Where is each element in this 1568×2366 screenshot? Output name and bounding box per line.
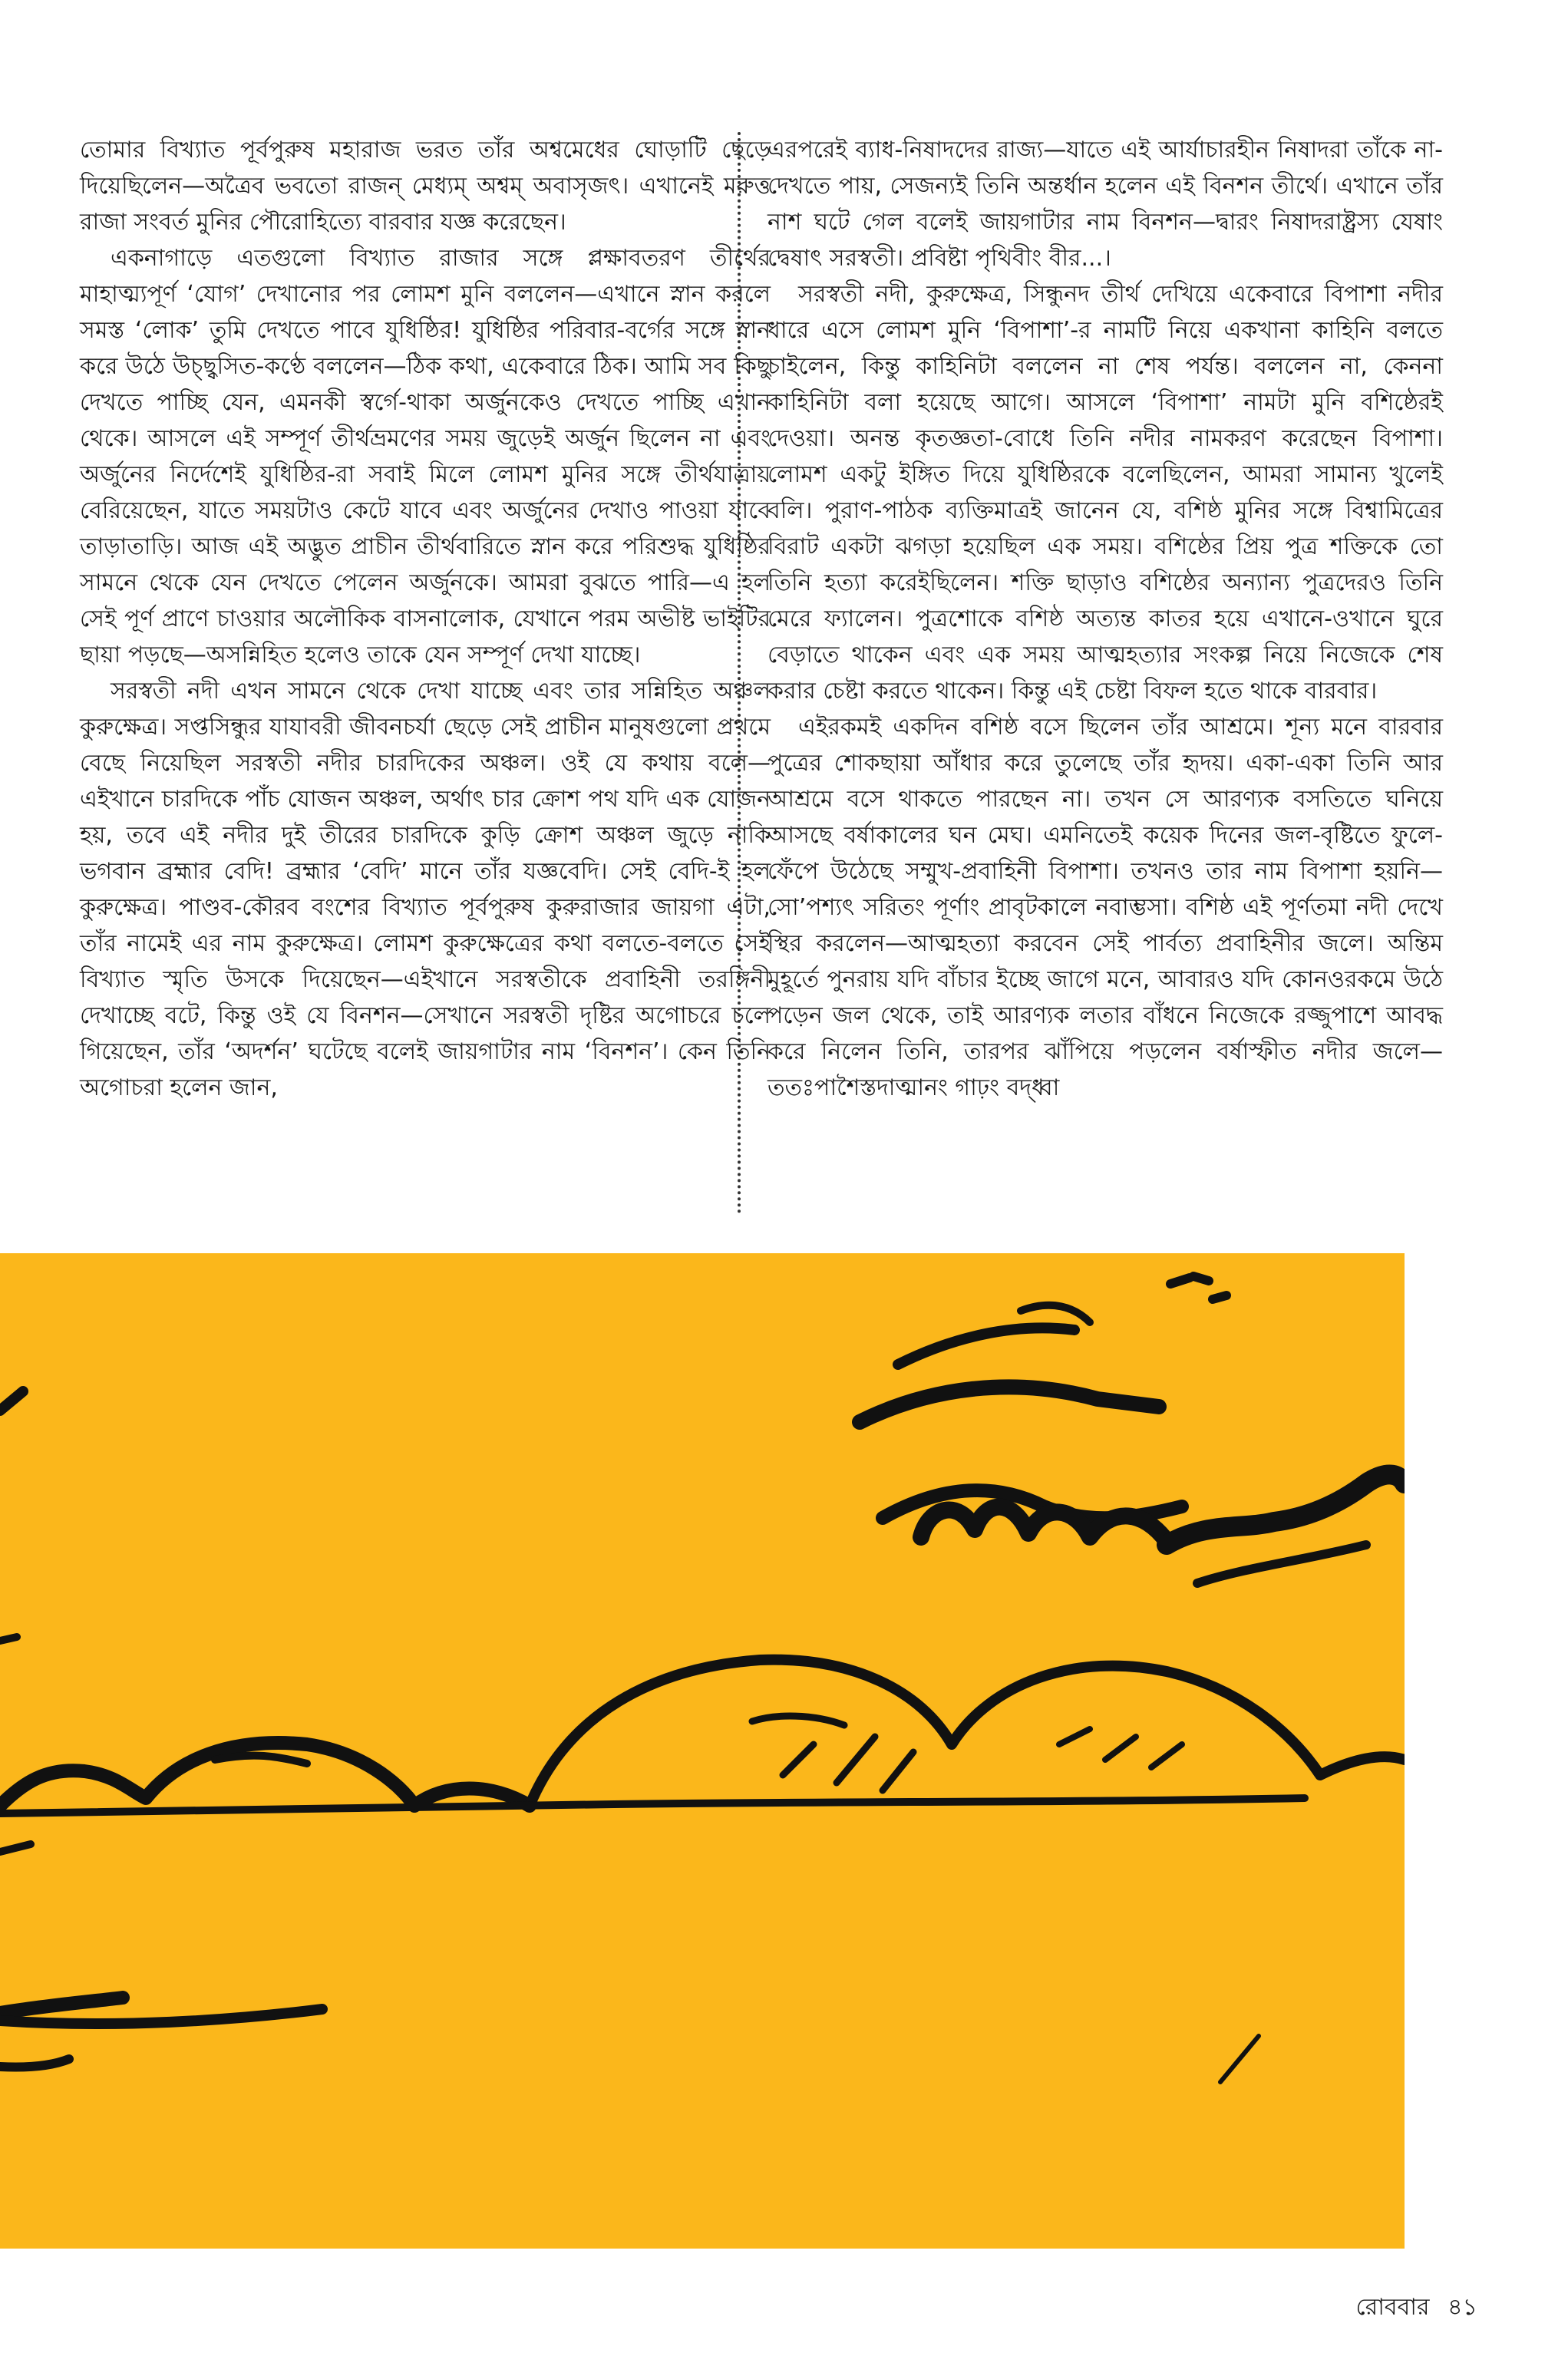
ink-mark xyxy=(0,1637,17,1641)
article-column-left xyxy=(80,132,771,1106)
paragraph: একনাগাড়ে এতগুলো বিখ্যাত রাজার সঙ্গে প্লক্ষাবতরণ তীর্থের মাহাত্ম্যপূর্ণ ‘যোগ’ দেখানোর পর লোমশ মুনি বললেন—এখানে স্নান করলে সমস্ত ‘লোক’ তুমি দেখতে পাবে যুধিষ্ঠির! যুধিষ্ঠির পরিবার-বর্গের সঙ্গে স্নান করে উঠে উচ্ছ্বসিত-কণ্ঠে বললেন—ঠিক কথা, একেবারে ঠিক। আমি সব কিছু দেখতে পাচ্ছি যেন, এমনকী স্বর্গে-থাকা অর্জুনকেও দেখতে পাচ্ছি এখান থেকে। আসলে এই সম্পূর্ণ তীর্থভ্রমণের সময় জুড়েই অর্জুন ছিলেন না এবং অর্জুনের নির্দেশেই যুধিষ্ঠির-রা সবাই মিলে লোমশ মুনির সঙ্গে তীর্থযাত্রায় বেরিয়েছেন, যাতে সময়টাও কেটে যাবে এবং অর্জুনের দেখাও পাওয়া যাবে তাড়াতাড়ি। আজ এই অদ্ভুত প্রাচীন তীর্থবারিতে স্নান করে পরিশুদ্ধ যুধিষ্ঠির সামনে থেকে যেন দেখতে পেলেন অর্জুনকে। আমরা বুঝতে পারি—এ হল সেই পূর্ণ প্রাণে চাওয়ার অলৌকিক বাসনালোক, যেখানে পরম অভীষ্ট ভাইটির ছায়া পড়ছে—অসন্নিহিত হলেও তাকে যেন সম্পূর্ণ দেখা যাচ্ছে। xyxy=(80,245,771,668)
paragraph: এইরকমই একদিন বশিষ্ঠ বসে ছিলেন তাঁর আশ্রমে। শূন্য মনে বারবার পুত্রের শোকছায়া আঁধার করে তুলেছে তাঁর হৃদয়। একা-একা তিনি আর আশ্রমে বসে থাকতে পারছেন না। তখন সে আরণ্যক বসতিতে ঘনিয়ে আসছে বর্ষাকালের ঘন মেঘ। এমনিতেই কয়েক দিনের জল-বৃষ্টিতে ফুলে-ফেঁপে উঠেছে সম্মুখ-প্রবাহিনী বিপাশা। তখনও তার নাম বিপাশা হয়নি—সো’পশ্যৎ সরিতং পূর্ণাং প্রাবৃটকালে নবাম্ভসা। বশিষ্ঠ এই পূর্ণতমা নদী দেখে স্থির করলেন—আত্মহত্যা করবেন সেই পার্বত্য প্রবাহিনীর জলে। অন্তিম মুহূর্তে পুনরায় যদি বাঁচার ইচ্ছে জাগে মনে, আবারও যদি কোনওরকমে উঠে পড়েন জল থেকে, তাই আরণ্যক লতার বাঁধনে নিজেকে রজ্জুপাশে আবদ্ধ করে নিলেন তিনি, তারপর ঝাঁপিয়ে পড়লেন বর্ষাস্ফীত নদীর জলে—ততঃপাশৈস্তদাত্মানং গাঢ়ং বদ্ধ্বা xyxy=(767,714,1443,1101)
paragraph: সরস্বতী নদী, কুরুক্ষেত্র, সিন্ধুনদ তীর্থ দেখিয়ে একেবারে বিপাশা নদীর ধারে এসে লোমশ মুনি ‘বিপাশা’-র নামটি নিয়ে একখানা কাহিনি বলতে চাইলেন, কিন্তু কাহিনিটা বললেন না শেষ পর্যন্ত। বললেন না, কেননা কাহিনিটা বলা হয়েছে আগে। আসলে ‘বিপাশা’ নামটা মুনি বশিষ্ঠেরই দেওয়া। অনন্ত কৃতজ্ঞতা-বোধে তিনি নদীর নামকরণ করেছেন বিপাশা। লোমশ একটু ইঙ্গিত দিয়ে যুধিষ্ঠিরকে বলেছিলেন, আমরা সামান্য খুলেই বলি। পুরাণ-পাঠক ব্যক্তিমাত্রই জানেন যে, বশিষ্ঠ মুনির সঙ্গে বিশ্বামিত্রের বিরাট একটা ঝগড়া হয়েছিল এক সময়। বশিষ্ঠের প্রিয় পুত্র শক্তিকে তো তিনি হত্যা করেইছিলেন। শক্তি ছাড়াও বশিষ্ঠের অন্যান্য পুত্রদেরও তিনি মেরে ফ্যালেন। পুত্রশোকে বশিষ্ঠ অত্যন্ত কাতর হয়ে এখানে-ওখানে ঘুরে বেড়াতে থাকেন এবং এক সময় আত্মহত্যার সংকল্প নিয়ে নিজেকে শেষ করার চেষ্টা করতে থাকেন। কিন্তু এই চেষ্টা বিফল হতে থাকে বারবার। xyxy=(767,281,1443,705)
paragraph: এরপরেই ব্যাধ-নিষাদদের রাজ্য—যাতে এই আর্যাচারহীন নিষাদরা তাঁকে না-দেখতে পায়, সেজন্যই তিনি অন্তর্ধান হলেন এই বিনশন তীর্থে। এখানে তাঁর নাশ ঘটে গেল বলেই জায়গাটার নাম বিনশন—দ্বারং নিষাদরাষ্ট্রস্য যেষাং দ্বেষাৎ সরস্বতী। প্রবিষ্টা পৃথিবীং বীর...। xyxy=(767,137,1443,272)
article-column-right xyxy=(767,132,1443,1106)
magazine-name: রোববার xyxy=(1355,2294,1430,2321)
ink-sketch xyxy=(0,1253,1405,2249)
paragraph: সরস্বতী নদী এখন সামনে থেকে দেখা যাচ্ছে এবং তার সন্নিহিত অঞ্চল কুরুক্ষেত্র। সপ্তসিন্ধুর যাযাবরী জীবনচর্যা ছেড়ে সেই প্রাচীন মানুষগুলো প্রথমে বেছে নিয়েছিল সরস্বতী নদীর চারদিকের অঞ্চল। ওই যে কথায় বলে—এইখানে চারদিকে পাঁচ যোজন অঞ্চল, অর্থাৎ চার ক্রোশ পথ যদি এক যোজন হয়, তবে এই নদীর দুই তীরের চারদিকে কুড়ি ক্রোশ অঞ্চল জুড়ে নাকি ভগবান ব্রহ্মার বেদি! ব্রহ্মার ‘বেদি’ মানে তাঁর যজ্ঞবেদি। সেই বেদি-ই হল কুরুক্ষেত্র। পাণ্ডব-কৌরব বংশের বিখ্যাত পূর্বপুরুষ কুরুরাজার জায়গা এটা, তাঁর নামেই এর নাম কুরুক্ষেত্র। লোমশ কুরুক্ষেত্রের কথা বলতে-বলতে সেই বিখ্যাত স্মৃতি উসকে দিয়েছেন—এইখানে সরস্বতীকে প্রবাহিনী তরঙ্গিনী দেখাচ্ছে বটে, কিন্তু ওই যে বিনশন—সেখানে সরস্বতী দৃষ্টির অগোচরে চলে গিয়েছেন, তাঁর ‘অদর্শন’ ঘটেছে বলেই জায়গাটার নাম ‘বিনশন’। কেন তিনি অগোচরা হলেন জান, xyxy=(80,678,771,1101)
page-number: ৪১ xyxy=(1448,2294,1477,2321)
paragraph: তোমার বিখ্যাত পূর্বপুরুষ মহারাজ ভরত তাঁর অশ্বমেধের ঘোড়াটি ছেড়ে দিয়েছিলেন—অত্রৈব ভবতো রাজন্ মেধ্যম্ অশ্বম্ অবাসৃজৎ। এখানেই মরুত্ত রাজা সংবর্ত মুনির পৌরোহিত্যে বারবার যজ্ঞ করেছেন। xyxy=(80,137,771,236)
column-divider xyxy=(738,132,741,1214)
river-landscape-illustration xyxy=(0,1253,1405,2249)
page-footer xyxy=(1345,2288,1477,2328)
